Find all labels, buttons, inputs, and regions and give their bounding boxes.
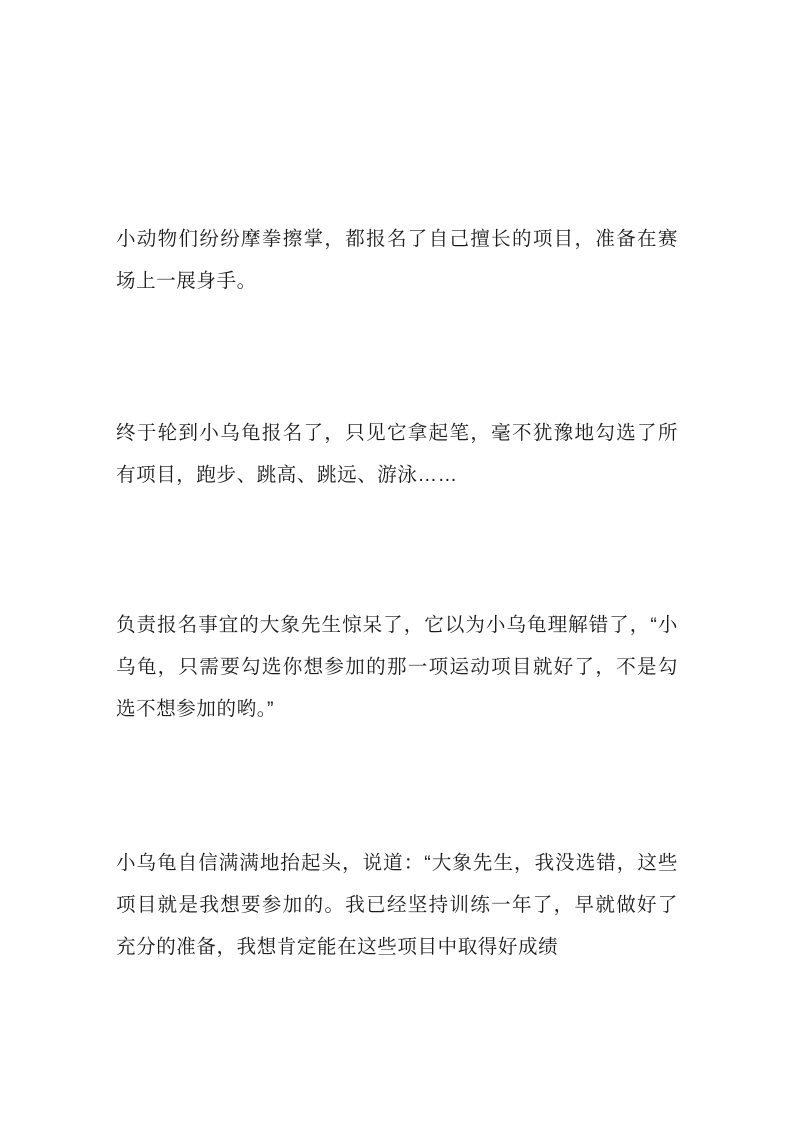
paragraph-spacer [116,730,678,842]
document-body [116,218,678,968]
paragraph-2: 终于轮到小乌龟报名了，只见它拿起笔，毫不犹豫地勾选了所有项目，跑步、跳高、跳远、游泳…… [116,422,678,486]
paragraph-3: 负责报名事宜的大象先生惊呆了，它以为小乌龟理解错了，“小乌龟，只需要勾选你想参加的那一项运动项目就好了，不是勾选不想参加的哟。” [116,614,678,720]
paragraph-4: 小乌龟自信满满地抬起头，说道：“大象先生，我没选错，这些项目就是我想要参加的。我已经坚持训练一年了，早就做好了充分的准备，我想肯定能在这些项目中取得好成绩 [116,852,678,958]
paragraph-spacer [116,496,678,604]
paragraph-spacer [116,302,678,412]
paragraph-1: 小动物们纷纷摩拳擦掌，都报名了自己擅长的项目，准备在赛场上一展身手。 [116,228,678,292]
